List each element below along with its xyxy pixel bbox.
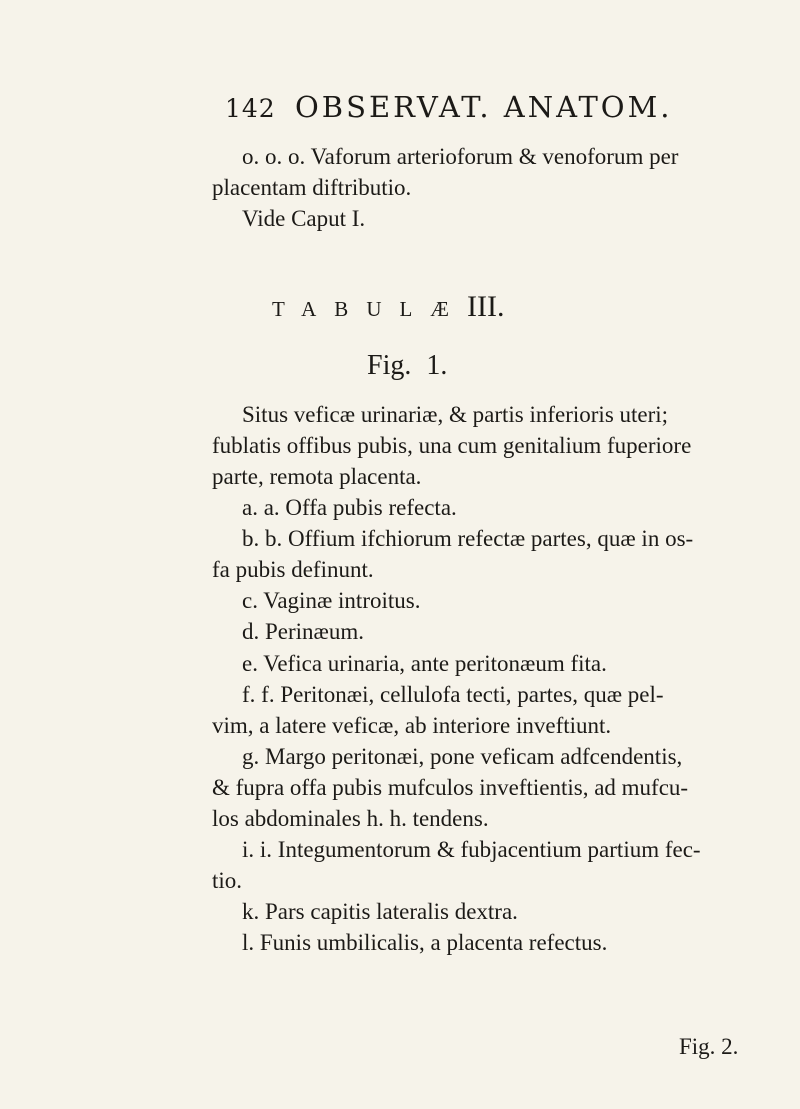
text-line: los abdominales h. h. tendens. (212, 806, 489, 831)
text-line: i. i. Integumentorum & fubjacentium partium fec- (242, 837, 701, 862)
text-line: vim, a latere veficæ, ab interiore inveftiunt. (212, 713, 612, 738)
text-line: & fupra offa pubis mufculos inveftientis, ad mufcu- (212, 775, 689, 800)
text-line: fa pubis definunt. (212, 557, 374, 582)
intro-line: placentam diftributio. (212, 175, 412, 200)
text-line: b. b. Offium ifchiorum refectæ partes, quæ in os- (242, 526, 694, 551)
text-line: Situs veficæ urinariæ, & partis inferioris uteri; (242, 402, 669, 427)
page-header (225, 90, 745, 130)
tabula-numeral: III. (466, 290, 505, 323)
text-line: g. Margo peritonæi, pone veficam adfcendentis, (242, 744, 683, 769)
intro-line: o. o. o. Vaforum arterioforum & venoforum per (242, 144, 679, 169)
catchword: Fig. 2. (679, 1034, 739, 1059)
text-line: fublatis offibus pubis, una cum genitalium fuperiore (212, 433, 692, 458)
intro-line: Vide Caput I. (242, 206, 366, 231)
text-line: tio. (212, 868, 243, 893)
text-line: e. Vefica urinaria, ante peritonæum fita. (242, 651, 607, 676)
text-line: k. Pars capitis lateralis dextra. (242, 899, 518, 924)
tabula-word: TABULÆ (272, 297, 467, 321)
text-line: c. Vaginæ introitus. (242, 588, 421, 613)
text-line: parte, remota placenta. (212, 464, 422, 489)
text-line: a. a. Offa pubis refecta. (242, 495, 457, 520)
figure-heading: Fig. 1. (367, 350, 448, 381)
text-line: d. Perinæum. (242, 619, 365, 644)
text-line: f. f. Peritonæi, cellulofa tecti, partes, quæ pel- (242, 682, 664, 707)
running-head: OBSERVAT. ANATOM. (295, 90, 673, 124)
text-line: l. Funis umbilicalis, a placenta refectus. (242, 930, 608, 955)
tabula-heading (272, 290, 504, 324)
page-number: 142 (225, 94, 276, 123)
